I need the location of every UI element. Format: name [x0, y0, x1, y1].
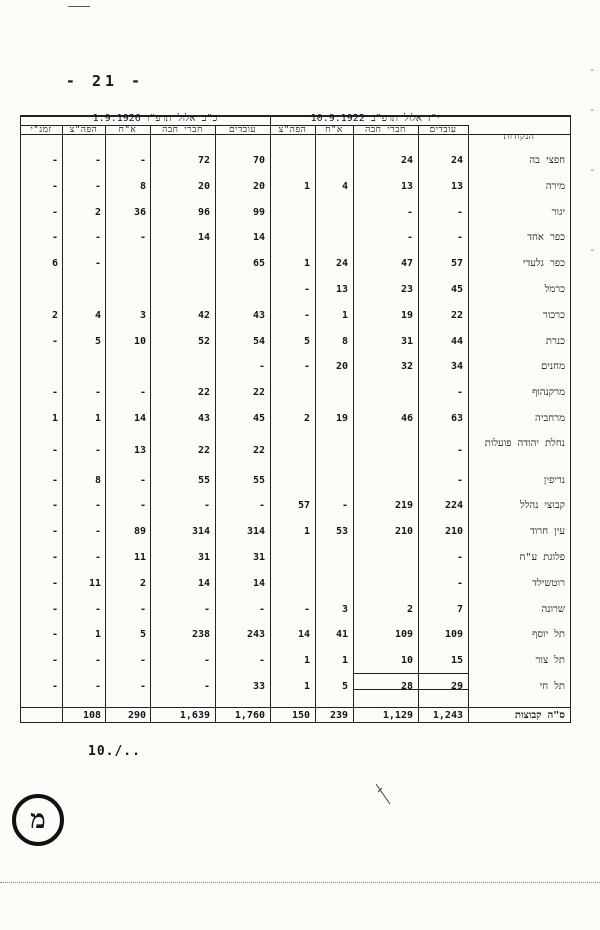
- column-header-r-ah: א"ח: [325, 125, 343, 135]
- cell-1926-members: -: [203, 655, 210, 667]
- row-place-name: כרמל: [544, 284, 565, 295]
- cell-1926-workers: 14: [252, 232, 265, 244]
- cell-1922-hpz: 14: [297, 629, 310, 641]
- cell-1926-workers: 54: [252, 335, 265, 347]
- cell-1926-members: 238: [191, 629, 210, 641]
- cell-1926-hpz: -: [94, 180, 101, 192]
- cell-1926-hpz: -: [94, 387, 101, 399]
- row-place-name: נריפין: [543, 474, 565, 486]
- cell-1926-other: -: [51, 335, 58, 347]
- cell-1926-hpz: 11: [88, 577, 101, 589]
- row-place-name: כפר גלעדי: [522, 258, 565, 270]
- cell-1926-workers: 65: [252, 258, 265, 270]
- row-place-name: רוטשילד: [532, 577, 565, 589]
- cell-1926-other: -: [51, 526, 58, 538]
- cell-1926-ah: -: [139, 681, 146, 692]
- column-header-l-hpz: הפה"צ: [69, 125, 98, 135]
- cell-1922-workers: 45: [450, 284, 463, 295]
- cell-1922-hpz: -: [303, 603, 310, 615]
- cell-1922-members: 47: [400, 258, 413, 270]
- cell-1922-hpz: 57: [297, 500, 310, 512]
- cell-1926-workers: 99: [252, 206, 265, 218]
- column-header-l-other: זמנ"י: [30, 125, 52, 135]
- cell-1922-workers: 29: [450, 681, 463, 692]
- cell-1926-workers: 55: [252, 474, 265, 486]
- cell-1926-hpz: 8: [94, 474, 101, 486]
- cell-1926-other: -: [51, 387, 58, 399]
- underline-rule: [353, 689, 468, 690]
- column-header-l-members: חברי חבה: [162, 125, 203, 135]
- cell-1926-members: -: [203, 603, 210, 615]
- cell-1922-ah: 3: [341, 603, 348, 615]
- cell-1926-hpz: 4: [94, 309, 101, 321]
- cell-1926-hpz: -: [94, 500, 101, 512]
- cell-1926-workers: 243: [246, 629, 265, 641]
- column-header-r-hpz: הפה"צ: [278, 125, 307, 135]
- column-header-r-workers: עובדים: [429, 125, 457, 135]
- period-heading-1922: י"ז אלול תרפ"ב 10.9.1922: [310, 113, 440, 124]
- column-header-place: הנקודות: [503, 132, 535, 142]
- row-place-name: מירה: [545, 180, 565, 192]
- cell-1926-workers: 33: [252, 681, 265, 692]
- cell-1922-workers: 44: [450, 335, 463, 347]
- cell-1926-workers: -: [258, 500, 265, 512]
- cell-1922-members: 23: [400, 284, 413, 295]
- row-place-name: מחנים: [541, 361, 565, 373]
- cell-1926-hpz: -: [94, 552, 101, 563]
- cell-1926-other: -: [51, 655, 58, 667]
- cell-1922-members: -: [406, 206, 413, 218]
- cell-1926-members: 20: [197, 180, 210, 192]
- row-place-name: נחלת יהודה פועלות: [484, 437, 565, 449]
- cell-1922-workers: 7: [456, 603, 463, 615]
- cell-1926-hpz: 1: [94, 413, 101, 424]
- continuation-reference: 10./..: [88, 744, 141, 759]
- column-header-r-members: חברי חבה: [365, 125, 406, 135]
- cell-1926-hpz: -: [94, 655, 101, 667]
- cell-1926-other: -: [51, 206, 58, 218]
- cell-1926-ah: 89: [133, 526, 146, 538]
- row-place-name: כנרת: [545, 335, 565, 347]
- cell-1926-members: 314: [191, 526, 210, 538]
- cell-1922-ah: 5: [341, 681, 348, 692]
- cell-1926-hpz: -: [94, 603, 101, 615]
- cell-1922-workers: 210: [444, 526, 463, 538]
- cell-1926-members: 96: [197, 206, 210, 218]
- cell-1926-other: 1: [51, 413, 58, 424]
- table-column-rule: [353, 125, 354, 723]
- cell-1926-other: -: [51, 180, 58, 192]
- cell-1926-members: 14: [197, 232, 210, 244]
- column-header-l-ah: א"ח: [118, 125, 137, 135]
- cell-1926-members: 22: [197, 444, 210, 456]
- cell-1922-members: 24: [400, 155, 413, 166]
- cell-1926-ah: -: [139, 603, 146, 615]
- cell-1926-ah: -: [139, 500, 146, 512]
- row-place-name: פלוגת ע"ח: [519, 552, 565, 563]
- cell-1922-workers: 15: [450, 655, 463, 667]
- cell-1922-members: 46: [400, 413, 413, 424]
- cell-1922-workers: 109: [444, 629, 463, 641]
- cell-1922-members: 210: [394, 526, 413, 538]
- cell-1926-members: 52: [197, 335, 210, 347]
- cell-1926-other: 6: [51, 258, 58, 270]
- total-row-label: ס"ה קבוצות: [514, 710, 565, 721]
- cell-1926-ah: 11: [133, 552, 146, 563]
- cell-1926-other: -: [51, 232, 58, 244]
- cell-1926-hpz: -: [94, 258, 101, 270]
- total-1926-hpz: 108: [82, 710, 101, 721]
- cell-1922-workers: -: [456, 577, 463, 589]
- cell-1926-other: -: [51, 552, 58, 563]
- cell-1922-workers: -: [456, 232, 463, 244]
- cell-1926-ah: 13: [133, 444, 146, 456]
- total-1926-workers: 1,760: [234, 710, 265, 721]
- cell-1926-members: 42: [197, 309, 210, 321]
- cell-1926-members: 55: [197, 474, 210, 486]
- cell-1922-hpz: -: [303, 309, 310, 321]
- cell-1926-workers: 314: [246, 526, 265, 538]
- cell-1926-ah: 36: [133, 206, 146, 218]
- cell-1922-ah: 41: [335, 629, 348, 641]
- cell-1926-hpz: -: [94, 232, 101, 244]
- cell-1926-workers: 31: [252, 552, 265, 563]
- cell-1922-workers: -: [456, 387, 463, 399]
- cell-1922-hpz: 2: [303, 413, 310, 424]
- table-column-rule: [570, 115, 571, 723]
- cell-1922-ah: 4: [341, 180, 348, 192]
- cell-1926-ah: 3: [139, 309, 146, 321]
- cell-1922-members: 10: [400, 655, 413, 667]
- row-place-name: תל צור: [535, 655, 565, 667]
- cell-1922-ah: 1: [341, 309, 348, 321]
- row-place-name: שרונה: [541, 603, 565, 615]
- cell-1922-members: 109: [394, 629, 413, 641]
- cell-1922-workers: 22: [450, 309, 463, 321]
- cell-1926-ah: -: [139, 474, 146, 486]
- cell-1926-ah: -: [139, 655, 146, 667]
- cell-1922-members: 31: [400, 335, 413, 347]
- cell-1926-members: -: [203, 500, 210, 512]
- cell-1922-hpz: 5: [303, 335, 310, 347]
- row-place-name: כרכור: [542, 309, 565, 321]
- cell-1922-workers: 63: [450, 413, 463, 424]
- total-1922-ah: 239: [329, 710, 348, 721]
- row-place-name: מרקנהוף: [532, 387, 565, 399]
- cell-1922-workers: 13: [450, 180, 463, 192]
- cell-1926-members: 72: [197, 155, 210, 166]
- table-column-rule: [150, 125, 151, 723]
- cell-1922-hpz: 1: [303, 258, 310, 270]
- total-1922-hpz: 150: [291, 710, 310, 721]
- cell-1926-ah: -: [139, 232, 146, 244]
- column-header-l-workers: עובדים: [228, 125, 257, 135]
- cell-1926-workers: -: [258, 603, 265, 615]
- cell-1922-ah: 1: [341, 655, 348, 667]
- total-1922-workers: 1,243: [432, 710, 463, 721]
- row-place-name: חפצי בה: [529, 155, 565, 166]
- row-place-name: כפר אחד: [527, 232, 565, 244]
- cell-1926-workers: -: [258, 361, 265, 373]
- cell-1922-ah: 24: [335, 258, 348, 270]
- cell-1922-ah: 13: [335, 284, 348, 295]
- cell-1926-workers: 22: [252, 444, 265, 456]
- margin-marks: - - - -: [589, 63, 596, 256]
- cell-1922-ah: 53: [335, 526, 348, 538]
- cell-1926-ah: 14: [133, 413, 146, 424]
- cell-1922-hpz: 1: [303, 526, 310, 538]
- cell-1922-workers: -: [456, 444, 463, 456]
- cell-1926-hpz: -: [94, 681, 101, 692]
- cell-1926-members: -: [203, 681, 210, 692]
- cell-1926-other: -: [51, 500, 58, 512]
- cell-1926-other: -: [51, 629, 58, 641]
- cell-1922-workers: 34: [450, 361, 463, 373]
- cell-1926-hpz: -: [94, 444, 101, 456]
- cell-1922-ah: 19: [335, 413, 348, 424]
- total-1926-ah: 290: [127, 710, 146, 721]
- cell-1926-workers: 70: [252, 155, 265, 166]
- row-place-name: עין חרוד: [529, 526, 565, 538]
- cell-1926-ah: 10: [133, 335, 146, 347]
- period-heading-1926: כ"ב אלול תרפ"ו 1.9.1926: [92, 113, 218, 124]
- cell-1922-hpz: -: [303, 284, 310, 295]
- cell-1926-ah: -: [139, 155, 146, 166]
- cell-1926-ah: 8: [139, 180, 146, 192]
- cell-1926-workers: 22: [252, 387, 265, 399]
- cell-1922-members: 19: [400, 309, 413, 321]
- cell-1922-ah: 20: [335, 361, 348, 373]
- row-place-name: קבוצי נהלל: [520, 500, 565, 512]
- cell-1926-other: -: [51, 474, 58, 486]
- total-1926-members: 1,639: [179, 710, 210, 721]
- total-rule: [20, 707, 570, 708]
- table-rule: [20, 722, 570, 723]
- cell-1926-hpz: 1: [94, 629, 101, 641]
- page-number: - 21 -: [65, 72, 145, 90]
- cell-1922-workers: 57: [450, 258, 463, 270]
- cell-1926-other: -: [51, 155, 58, 166]
- cell-1922-members: 13: [400, 180, 413, 192]
- cell-1926-workers: 14: [252, 577, 265, 589]
- cell-1922-workers: -: [456, 206, 463, 218]
- total-1922-members: 1,129: [382, 710, 413, 721]
- cell-1926-members: 43: [197, 413, 210, 424]
- cell-1926-hpz: -: [94, 155, 101, 166]
- cell-1922-hpz: 1: [303, 180, 310, 192]
- cell-1926-other: 2: [51, 309, 58, 321]
- row-place-name: תל יוסף: [532, 629, 565, 641]
- row-place-name: מרחביה: [535, 413, 565, 424]
- scan-edge: [0, 882, 600, 883]
- cell-1926-members: 31: [197, 552, 210, 563]
- cell-1926-hpz: -: [94, 526, 101, 538]
- cell-1922-workers: -: [456, 552, 463, 563]
- cell-1922-hpz: 1: [303, 655, 310, 667]
- cell-1922-members: 2: [406, 603, 413, 615]
- underline-rule: [353, 673, 468, 674]
- row-place-name: יגור: [551, 206, 565, 218]
- archive-stamp-letter: מ: [30, 805, 46, 835]
- cell-1926-other: -: [51, 603, 58, 615]
- cell-1926-members: 22: [197, 387, 210, 399]
- cell-1926-workers: -: [258, 655, 265, 667]
- cell-1926-hpz: 2: [94, 206, 101, 218]
- pencil-mark-icon: [370, 778, 400, 808]
- cell-1922-members: 32: [400, 361, 413, 373]
- cell-1926-members: 14: [197, 577, 210, 589]
- cell-1926-workers: 20: [252, 180, 265, 192]
- cell-1926-ah: -: [139, 387, 146, 399]
- cell-1922-members: 219: [394, 500, 413, 512]
- row-place-name: תל חי: [539, 681, 565, 692]
- cell-1926-workers: 43: [252, 309, 265, 321]
- cell-1922-workers: 224: [444, 500, 463, 512]
- statistics-table: [20, 115, 570, 723]
- cell-1926-other: -: [51, 444, 58, 456]
- cell-1926-other: -: [51, 577, 58, 589]
- cell-1922-ah: 8: [341, 335, 348, 347]
- cell-1922-members: 28: [400, 681, 413, 692]
- cell-1926-ah: 5: [139, 629, 146, 641]
- cell-1922-hpz: -: [303, 361, 310, 373]
- cell-1926-hpz: 5: [94, 335, 101, 347]
- cell-1922-workers: -: [456, 474, 463, 486]
- scan-mark: [68, 6, 90, 7]
- cell-1926-workers: 45: [252, 413, 265, 424]
- cell-1922-ah: -: [341, 500, 348, 512]
- cell-1922-hpz: 1: [303, 681, 310, 692]
- cell-1922-workers: 24: [450, 155, 463, 166]
- cell-1926-other: -: [51, 681, 58, 692]
- cell-1926-ah: 2: [139, 577, 146, 589]
- cell-1922-members: -: [406, 232, 413, 244]
